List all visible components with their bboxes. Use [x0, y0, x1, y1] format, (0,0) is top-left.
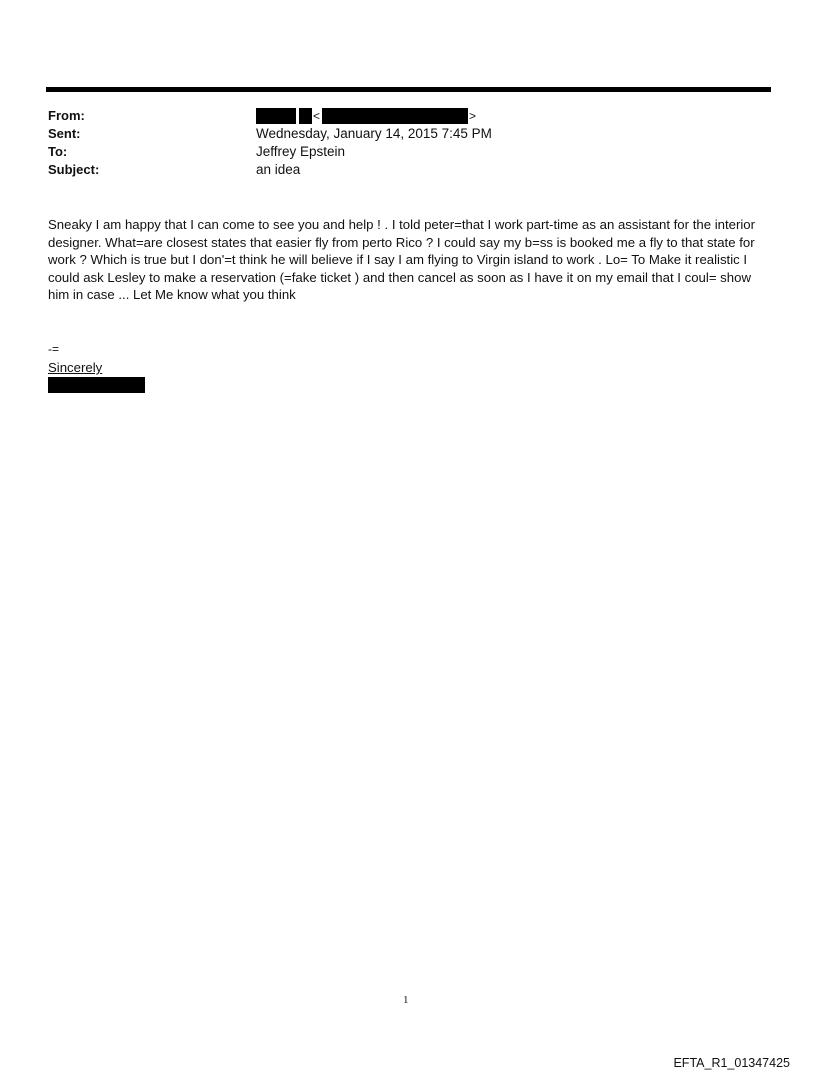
header-rule [46, 87, 771, 92]
page-number: 1 [403, 994, 409, 1006]
from-label: From: [48, 108, 85, 123]
sent-value: Wednesday, January 14, 2015 7:45 PM [256, 126, 492, 141]
redacted-sender-name-part2 [299, 108, 312, 124]
to-label: To: [48, 144, 68, 159]
signature-closing: Sincerely [48, 360, 103, 375]
signature-separator: -= [48, 342, 60, 356]
document-id: EFTA_R1_01347425 [673, 1056, 790, 1070]
redacted-signature-name [48, 377, 145, 393]
email-body: Sneaky I am happy that I can come to see you and help ! . I told peter=that I work part-time as an assistant for the interior designer. What=are closest states that easier fly from perto Rico ? I could say my b=ss is booked me a fly to that state for work ? Which is true but I don'=t think he will believe if I say I am flying to Virgin island to work . Lo= To Make it realistic I could ask Lesley to make a reservation (=fake ticket ) and then cancel as soon as I have it on my email that I coul= show him in case ... Let Me know what you think [48, 217, 756, 303]
redacted-sender-name-part1 [256, 108, 296, 124]
to-value: Jeffrey Epstein [256, 144, 346, 159]
redacted-sender-email [322, 108, 468, 124]
subject-label: Subject: [48, 162, 100, 177]
email-open-bracket: < [313, 109, 321, 123]
email-close-bracket: > [469, 109, 477, 123]
subject-value: an idea [256, 162, 301, 177]
sent-label: Sent: [48, 126, 81, 141]
